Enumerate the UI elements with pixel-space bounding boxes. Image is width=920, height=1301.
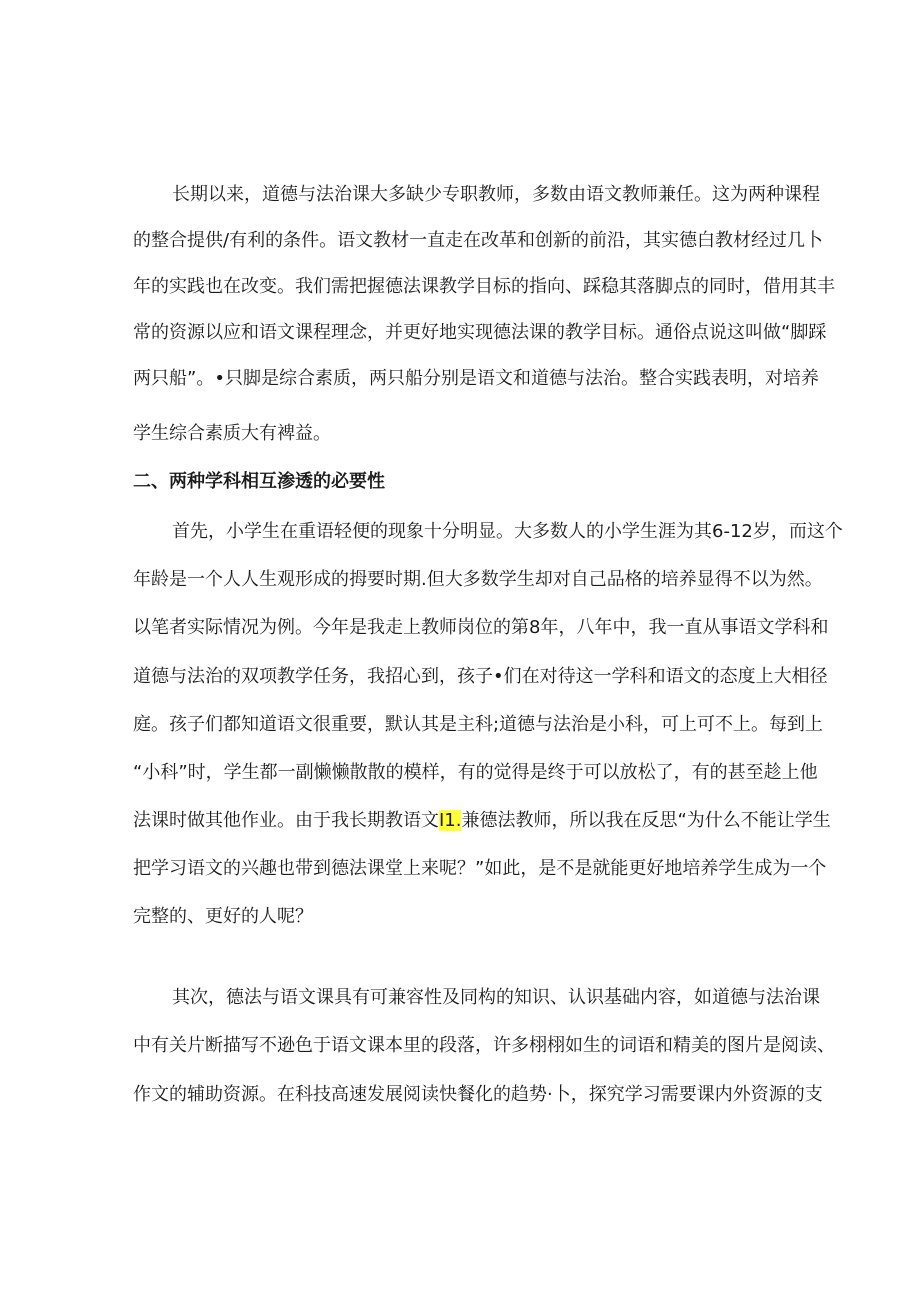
paragraph-1-line-3: 年的实践也在改变。我们需把握德法课教学目标的指向、踩稳其落脚点的同时，借用其丰 — [133, 276, 835, 297]
paragraph-2-line-2: 年龄是一个人人生观形成的拇要时期.但大多数学生却对自己品格的培养显得不以为然。 — [133, 569, 823, 590]
highlighted-text: I1. — [439, 810, 462, 831]
paragraph-2-line-3: 以笔者实际情况为例。今年是我走上教师岗位的第8年，八年中，我一直从事语文学科和 — [133, 617, 829, 638]
paragraph-3-line-3: 作文的辅助资源。在科技高速发展阅读快餐化的趋势·卜，探究学习需要课内外资源的支 — [133, 1084, 823, 1105]
paragraph-2-line-8: 把学习语文的兴趣也带到德法课堂上来呢？”如此，是不是就能更好地培养学生成为一个 — [133, 858, 827, 879]
paragraph-2-line-7-start: 法课时做其他作业。由于我长期教语文 — [133, 810, 439, 831]
paragraph-1-line-2: 的整合提供/有利的条件。语文教材一直走在改革和创新的前沿，其实德白教材经过几卜 — [133, 230, 824, 251]
paragraph-1-line-1: 长期以来，道德与法治课大多缺少专职教师，多数由语文教师兼任。这为两种课程 — [172, 184, 820, 205]
paragraph-1-line-5: 两只船”。•只脚是综合素质，两只船分别是语文和道德与法治。整合实践表明，对培养 — [133, 368, 819, 389]
paragraph-2-line-9: 完整的、更好的人呢？ — [133, 906, 313, 927]
paragraph-2-line-7-end: 兼德法教师，所以我在反思“为什么不能让学生 — [461, 810, 831, 831]
section-heading: 二、两种学科相互渗透的必要性 — [133, 471, 385, 492]
paragraph-2-line-1: 首先，小学生在重语轻便的现象十分明显。大多数人的小学生涯为其6-12岁，而这个 — [172, 521, 843, 542]
paragraph-2-line-5: 庭。孩子们都知道语文很重要，默认其是主科;道德与法治是小科，可上可不上。每到上 — [133, 714, 824, 735]
paragraph-3-line-1: 其次，德法与语文课具有可兼容性及同构的知识、认识基础内容，如道德与法治课 — [172, 987, 820, 1008]
paragraph-2-line-7 — [133, 809, 831, 833]
paragraph-3-line-2: 中有关片断描写不逊色于语文课本里的段落，许多栩栩如生的词语和精美的图片是阅读、 — [133, 1035, 835, 1056]
paragraph-1-line-4: 常的资源以应和语文课程理念，并更好地实现德法课的教学目标。通俗点说这叫做“脚踩 — [133, 322, 827, 343]
paragraph-2-line-4: 道德与法治的双项教学任务，我招心到，孩子•们在对待这一学科和语文的态度上大相径 — [133, 666, 828, 687]
paragraph-2-line-6: “小科”时，学生都一副懒懒散散的模样，有的觉得是终于可以放松了，有的甚至趁上他 — [133, 762, 818, 783]
paragraph-1-line-6: 学生综合素质大有裨益。 — [133, 423, 331, 444]
